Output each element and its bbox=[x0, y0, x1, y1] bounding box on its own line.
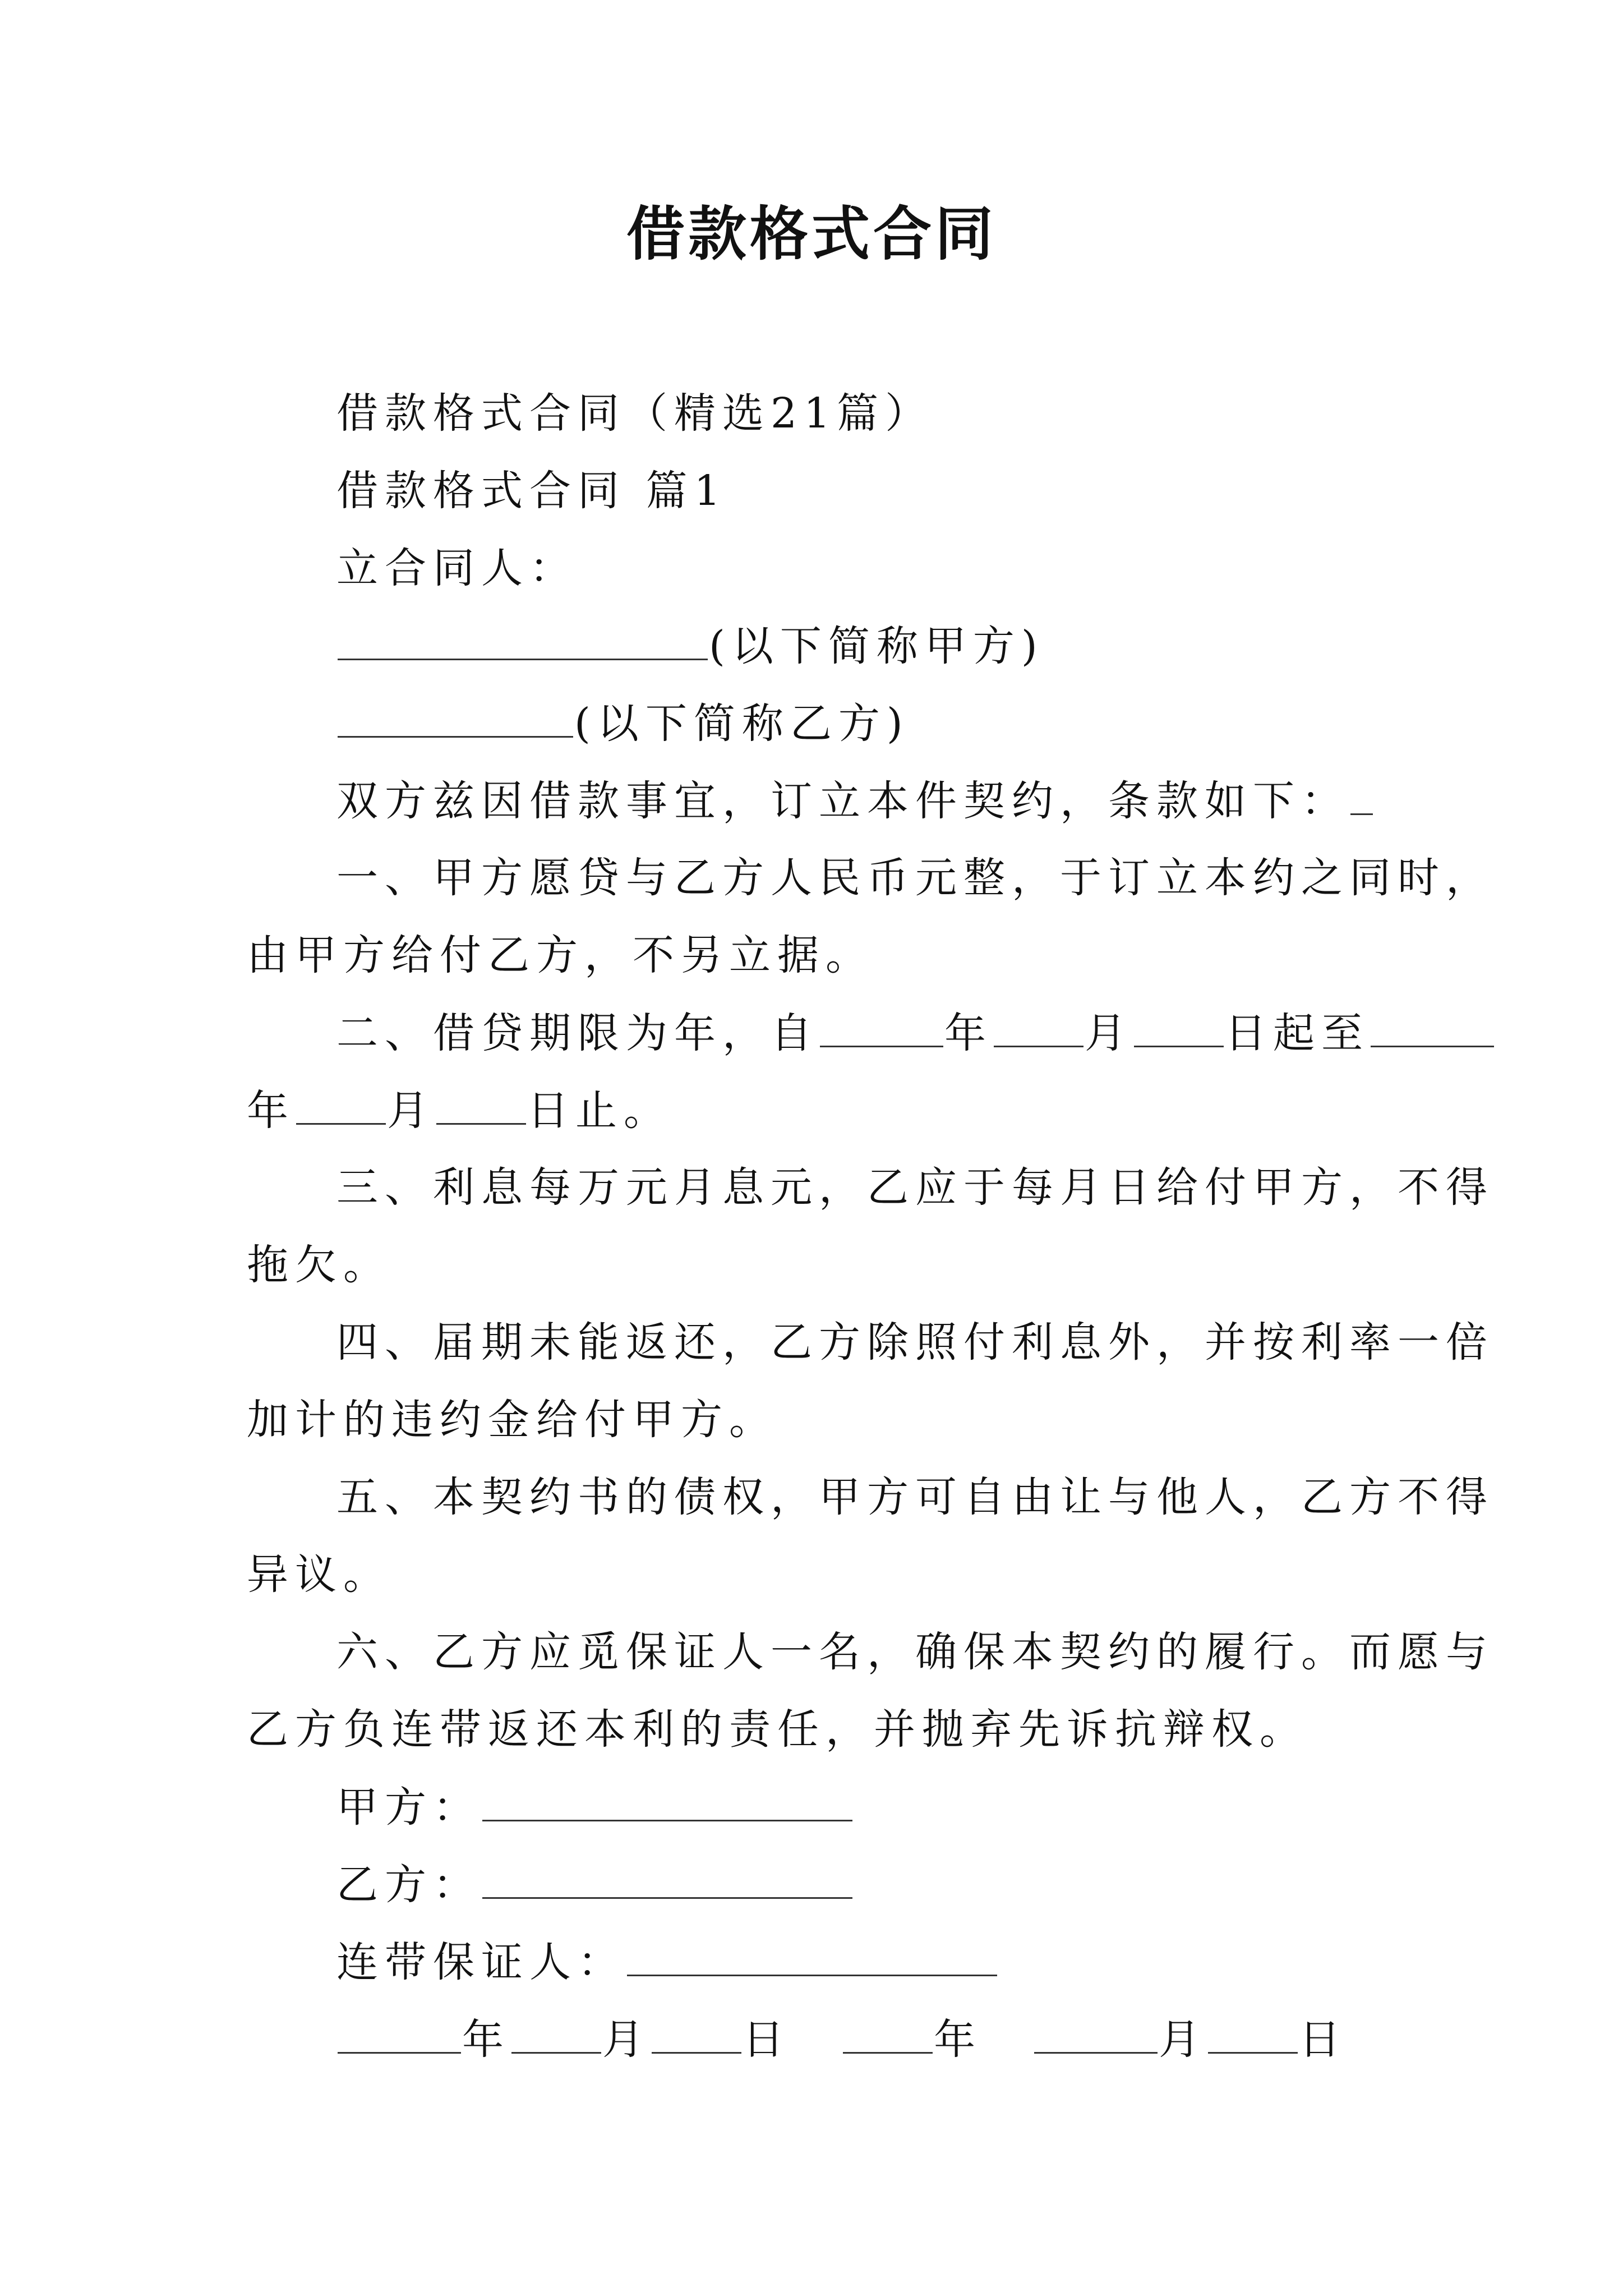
date-year: 年 bbox=[462, 2016, 510, 2064]
date-month2-blank[interactable] bbox=[1034, 2018, 1158, 2054]
date-day2: 日 bbox=[1299, 2016, 1348, 2064]
clause-2-year2: 年 bbox=[247, 1087, 295, 1135]
date-line bbox=[336, 2016, 1348, 2064]
clause-6-line-2: 乙方负连带返还本利的责任，并抛弃先诉抗辩权。 bbox=[247, 1705, 1308, 1754]
party-b-suffix: (以下简称乙方) bbox=[574, 700, 910, 748]
clause-2-day-from: 日起至 bbox=[1225, 1009, 1370, 1057]
intro-line bbox=[336, 777, 1374, 825]
clause-3-line-2: 拖欠。 bbox=[247, 1241, 391, 1289]
clause-4-line-1: 四、届期未能返还，乙方除照付利息外，并按利率一倍 bbox=[336, 1318, 1494, 1366]
section-heading: 借款格式合同 篇1 bbox=[336, 467, 727, 515]
clause-2-year: 年 bbox=[944, 1009, 993, 1057]
clause-2-month: 月 bbox=[1085, 1009, 1133, 1057]
clause-1-line-1: 一、甲方愿贷与乙方人民币元整，于订立本约之同时， bbox=[336, 854, 1494, 902]
party-b-line bbox=[336, 700, 910, 748]
sign-party-a-blank[interactable] bbox=[482, 1786, 852, 1821]
parties-label: 立合同人： bbox=[336, 544, 578, 592]
date-day-blank[interactable] bbox=[652, 2018, 741, 2054]
clause-2-month2: 月 bbox=[387, 1087, 435, 1135]
party-a-suffix: (以下简称甲方) bbox=[709, 622, 1044, 670]
clause-1-line-2: 由甲方给付乙方，不另立据。 bbox=[247, 931, 874, 979]
date-year-blank[interactable] bbox=[338, 2018, 461, 2054]
clause-2-line-1 bbox=[336, 1009, 1495, 1057]
date-month-blank[interactable] bbox=[511, 2018, 601, 2054]
clause-5-line-1: 五、本契约书的债权，甲方可自由让与他人，乙方不得 bbox=[336, 1473, 1494, 1521]
date-month2: 月 bbox=[1159, 2016, 1207, 2064]
clause-2-line-2 bbox=[247, 1087, 672, 1135]
date-day: 日 bbox=[743, 2016, 791, 2064]
sign-party-b-label: 乙方： bbox=[336, 1861, 481, 1909]
sign-guarantor-label: 连带保证人： bbox=[336, 1938, 626, 1986]
clause-2-month-blank[interactable] bbox=[994, 1012, 1083, 1047]
clause-2-day-blank[interactable] bbox=[1134, 1012, 1224, 1047]
sign-party-a-label: 甲方： bbox=[336, 1783, 481, 1832]
sign-party-a bbox=[336, 1783, 854, 1832]
clause-3-line-1: 三、利息每万元月息元，乙应于每月日给付甲方，不得 bbox=[336, 1163, 1494, 1212]
intro-blank[interactable] bbox=[1350, 780, 1373, 815]
date-year2: 年 bbox=[934, 2016, 983, 2064]
clause-2-end: 日止。 bbox=[527, 1087, 672, 1135]
sign-guarantor-blank[interactable] bbox=[627, 1941, 997, 1976]
party-a-line bbox=[336, 622, 1044, 670]
clause-4-line-2: 加计的违约金给付甲方。 bbox=[247, 1396, 777, 1444]
clause-5-line-2: 异议。 bbox=[247, 1550, 391, 1599]
document-title: 借款格式合同 bbox=[626, 199, 997, 268]
clause-6-line-1: 六、乙方应觅保证人一名，确保本契约的履行。而愿与 bbox=[336, 1628, 1494, 1676]
clause-2-year2-blank[interactable] bbox=[1371, 1012, 1494, 1047]
date-day2-blank[interactable] bbox=[1208, 2018, 1298, 2054]
sign-party-b bbox=[336, 1861, 854, 1909]
intro-text: 双方兹因借款事宜，订立本件契约，条款如下： bbox=[336, 777, 1349, 825]
sign-party-b-blank[interactable] bbox=[482, 1864, 852, 1899]
date-month: 月 bbox=[602, 2016, 651, 2064]
party-a-blank[interactable] bbox=[338, 625, 708, 660]
clause-2-day2-blank[interactable] bbox=[436, 1089, 526, 1125]
date-year2-blank[interactable] bbox=[843, 2018, 933, 2054]
sign-guarantor bbox=[336, 1938, 998, 1986]
subtitle: 借款格式合同（精选21篇） bbox=[336, 389, 934, 438]
party-b-blank[interactable] bbox=[338, 702, 573, 738]
clause-2-prefix: 二、借贷期限为年，自 bbox=[336, 1009, 819, 1057]
clause-2-month2-blank[interactable] bbox=[296, 1089, 386, 1125]
clause-2-year-blank[interactable] bbox=[820, 1012, 943, 1047]
